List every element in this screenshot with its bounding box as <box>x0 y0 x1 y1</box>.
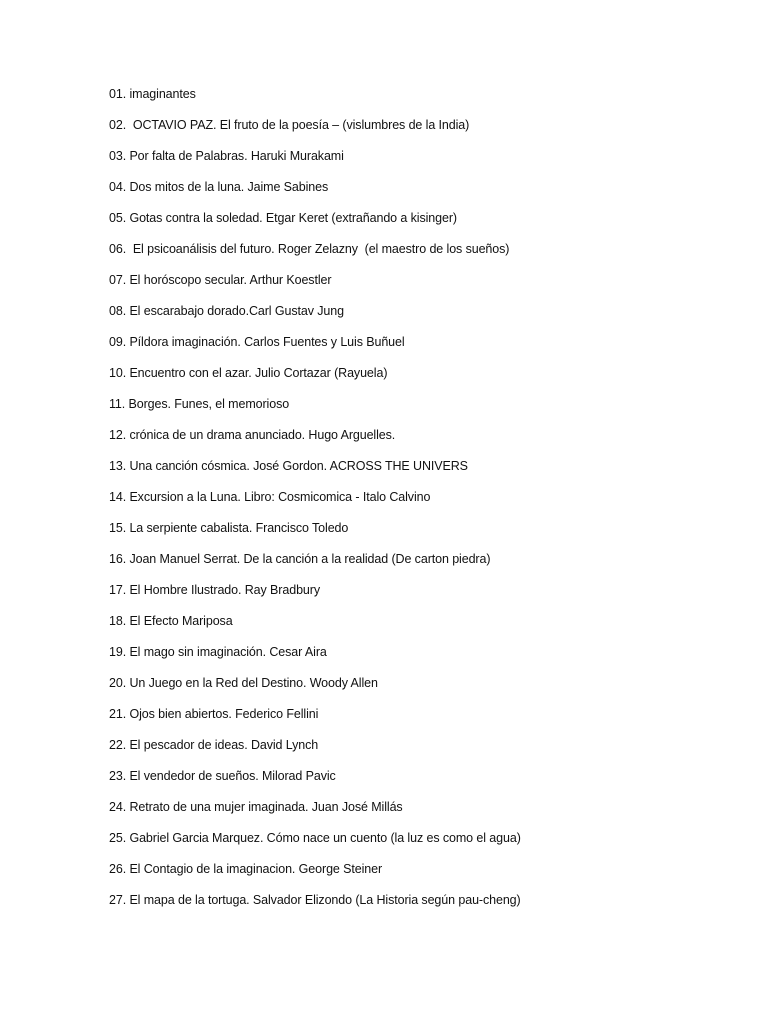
list-item: 12. crónica de un drama anunciado. Hugo Arguelles. <box>109 428 396 442</box>
list-item: 02. OCTAVIO PAZ. El fruto de la poesía – (vislumbres de la India) <box>109 118 470 132</box>
list-item: 08. El escarabajo dorado.Carl Gustav Jung <box>109 304 344 318</box>
list-item: 26. El Contagio de la imaginacion. George Steiner <box>109 862 383 876</box>
list-item: 03. Por falta de Palabras. Haruki Murakami <box>109 149 344 163</box>
list-item: 09. Píldora imaginación. Carlos Fuentes y Luis Buñuel <box>109 335 405 349</box>
list-item: 06. El psicoanálisis del futuro. Roger Zelazny (el maestro de los sueños) <box>109 242 510 256</box>
list-item: 15. La serpiente cabalista. Francisco Toledo <box>109 521 349 535</box>
list-item: 01. imaginantes <box>109 87 196 101</box>
list-item: 17. El Hombre Ilustrado. Ray Bradbury <box>109 583 320 597</box>
list-item: 19. El mago sin imaginación. Cesar Aira <box>109 645 327 659</box>
document-list <box>109 84 521 921</box>
list-item: 16. Joan Manuel Serrat. De la canción a la realidad (De carton piedra) <box>109 552 491 566</box>
list-item: 04. Dos mitos de la luna. Jaime Sabines <box>109 180 329 194</box>
list-item: 23. El vendedor de sueños. Milorad Pavic <box>109 769 336 783</box>
list-item: 18. El Efecto Mariposa <box>109 614 233 628</box>
list-item: 21. Ojos bien abiertos. Federico Fellini <box>109 707 319 721</box>
list-item: 11. Borges. Funes, el memorioso <box>109 397 290 411</box>
list-item: 24. Retrato de una mujer imaginada. Juan José Millás <box>109 800 403 814</box>
list-item: 13. Una canción cósmica. José Gordon. ACROSS THE UNIVERS <box>109 459 468 473</box>
list-item: 27. El mapa de la tortuga. Salvador Elizondo (La Historia según pau-cheng) <box>109 893 521 907</box>
list-item: 22. El pescador de ideas. David Lynch <box>109 738 319 752</box>
list-item: 25. Gabriel Garcia Marquez. Cómo nace un cuento (la luz es como el agua) <box>109 831 521 845</box>
list-item: 05. Gotas contra la soledad. Etgar Keret (extrañando a kisinger) <box>109 211 457 225</box>
list-item: 14. Excursion a la Luna. Libro: Cosmicomica - Italo Calvino <box>109 490 431 504</box>
list-item: 07. El horóscopo secular. Arthur Koestler <box>109 273 332 287</box>
list-item: 10. Encuentro con el azar. Julio Cortazar (Rayuela) <box>109 366 388 380</box>
list-item: 20. Un Juego en la Red del Destino. Woody Allen <box>109 676 378 690</box>
